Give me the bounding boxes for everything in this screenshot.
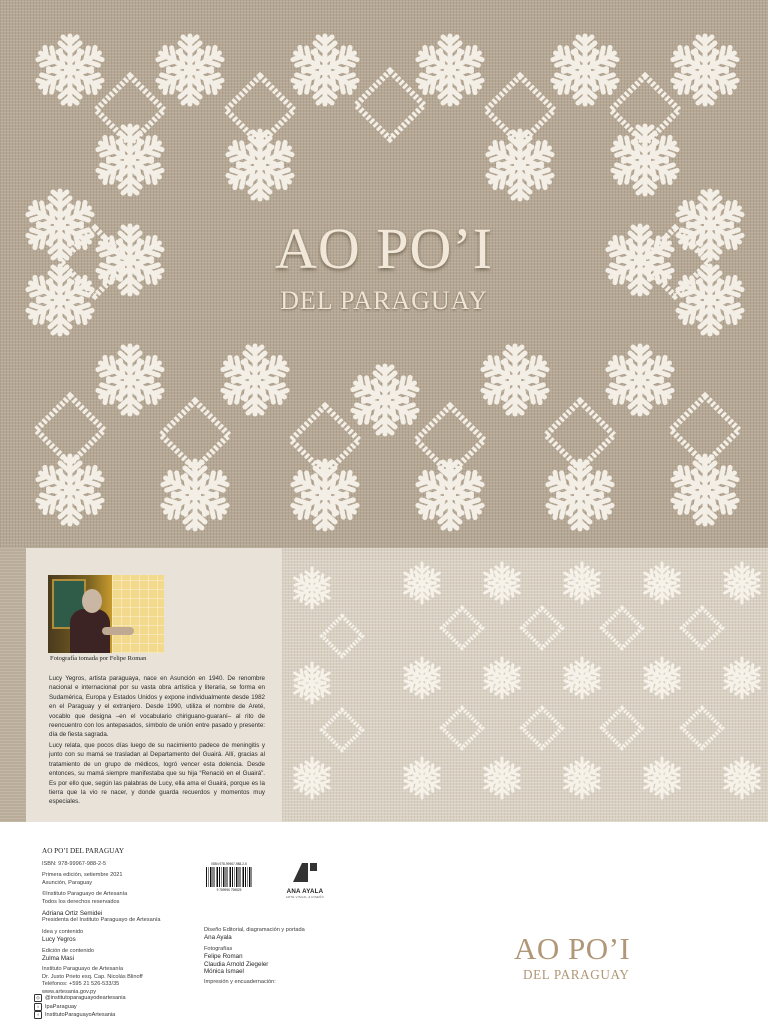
spine-strip (0, 548, 26, 822)
back-lace-pattern (282, 548, 768, 822)
photo-caption: Fotografía tomada por Felipe Roman (50, 655, 147, 662)
publisher-logo (285, 861, 325, 899)
facebook-icon: f (34, 1011, 42, 1019)
facebook-handle: InstitutoParaguayoArtesania (45, 1012, 116, 1019)
twitter-link[interactable] (34, 1003, 126, 1012)
production-credits (204, 927, 305, 987)
rights: Todos los derechos reservados (42, 898, 120, 905)
barcode-number: 9 789996 798825 (216, 888, 242, 892)
edition-content-label: Edición de contenido (42, 947, 94, 954)
bio-paragraph-2: Lucy relata, que pocos días luego de su nacimiento padece de meningitis y junto con su mamá se trasladan al Departamento del Guairá. Allí, gracias al tratamiento de un grupo de médicos, logró vencer esta dolencia. Desde entonces, su mamá siempre manifestaba que su hija “Renació en el Guairá”. Es por ello que, según las palabras de Lucy, ella ama el Guairá, porque es la tierra que la vio re nacer, y donde guarda recuerdos y momentos muy especiales. (49, 742, 265, 806)
back-logo-title: AO PO’I (514, 931, 631, 966)
photos-label: Fotografías (204, 945, 233, 952)
colophon-book-title: AO PO’I DEL PARAGUAY (42, 847, 125, 855)
back-logo-subtitle: DEL PARAGUAY (523, 967, 630, 982)
photo-window (112, 575, 164, 653)
publisher-a-icon (285, 861, 325, 883)
institute-address: Dr. Justo Prieto esq. Cap. Nicolás Blinoff (42, 973, 143, 980)
publisher-tagline: ARTE VISUAL & DISEÑO (285, 895, 325, 899)
print-label: Impresión y encuadernación: (204, 979, 276, 986)
president-name: Adriana Ortiz Semidei (42, 910, 103, 918)
artist-photo (48, 575, 164, 653)
instagram-icon: ◎ (34, 994, 42, 1002)
edition-content-name: Zulma Masi (42, 955, 74, 963)
photo-figure-arm (102, 627, 134, 635)
cover-title-block (0, 216, 768, 316)
cover-subtitle: DEL PARAGUAY (280, 286, 488, 315)
photo-credit-1: Felipe Roman (204, 953, 243, 961)
design-label: Diseño Editorial, diagramación y portada (204, 927, 305, 933)
bio-paragraph-1: Lucy Yegros, artista paraguaya, nace en Asunción en 1940. De renombre nacional e internacional por su vasta obra artística y literaria, se forma en Sudamérica, Europa y Estados Unidos y expone individualmente desde 1982 en el Paraguay y el extranjero. Desde 1990, utiliza el nombre de Areté, vocablo que designa –en el vocabulario chiriguano-guaraní– al rito de reencuentro con los antepasados, símbolo de unión entre pasado y presente: día de fiesta sagrada. (49, 675, 265, 739)
photo-figure-head (82, 589, 102, 613)
colophon-credits (42, 861, 160, 996)
barcode-bars (206, 867, 252, 887)
edition: Primera edición, setiembre 2021 (42, 872, 123, 879)
idea-name: Lucy Yegros (42, 936, 76, 944)
barcode-isbn: ISBN 978-99967-988-2-5 (211, 862, 247, 866)
publisher-name: ANA AYALA (286, 888, 324, 895)
photo-credit-3: Mónica Ismael (204, 968, 244, 976)
idea-label: Idea y contenido (42, 928, 84, 935)
copyright: ©Instituto Paraguayo de Artesanía (42, 891, 128, 898)
twitter-handle: IpaParaguay (45, 1003, 77, 1010)
cover-title: AO PO’I (274, 216, 494, 281)
instagram-handle: @institutoparaguayodeartesania (45, 995, 126, 1001)
place: Asunción, Paraguay (42, 879, 93, 886)
photo-credit-2: Claudia Arnold Ziegeler (204, 960, 269, 968)
twitter-icon: t (34, 1003, 42, 1011)
facebook-link[interactable] (34, 1011, 126, 1020)
institute-website: www.artesania.gov.py (42, 988, 96, 995)
social-links (34, 994, 126, 1020)
isbn: ISBN: 978-99967-988-2-5 (42, 861, 107, 867)
instagram-link[interactable] (34, 994, 126, 1003)
institute-name: Instituto Paraguayo de Artesanía (42, 966, 124, 973)
institute-phone: Teléfonos: +595 21 526-533/35 (42, 981, 120, 988)
isbn-barcode (206, 862, 252, 894)
design-name: Ana Ayala (204, 934, 232, 942)
president-role: Presidenta del Instituto Paraguayo de Artesanía (42, 917, 161, 924)
